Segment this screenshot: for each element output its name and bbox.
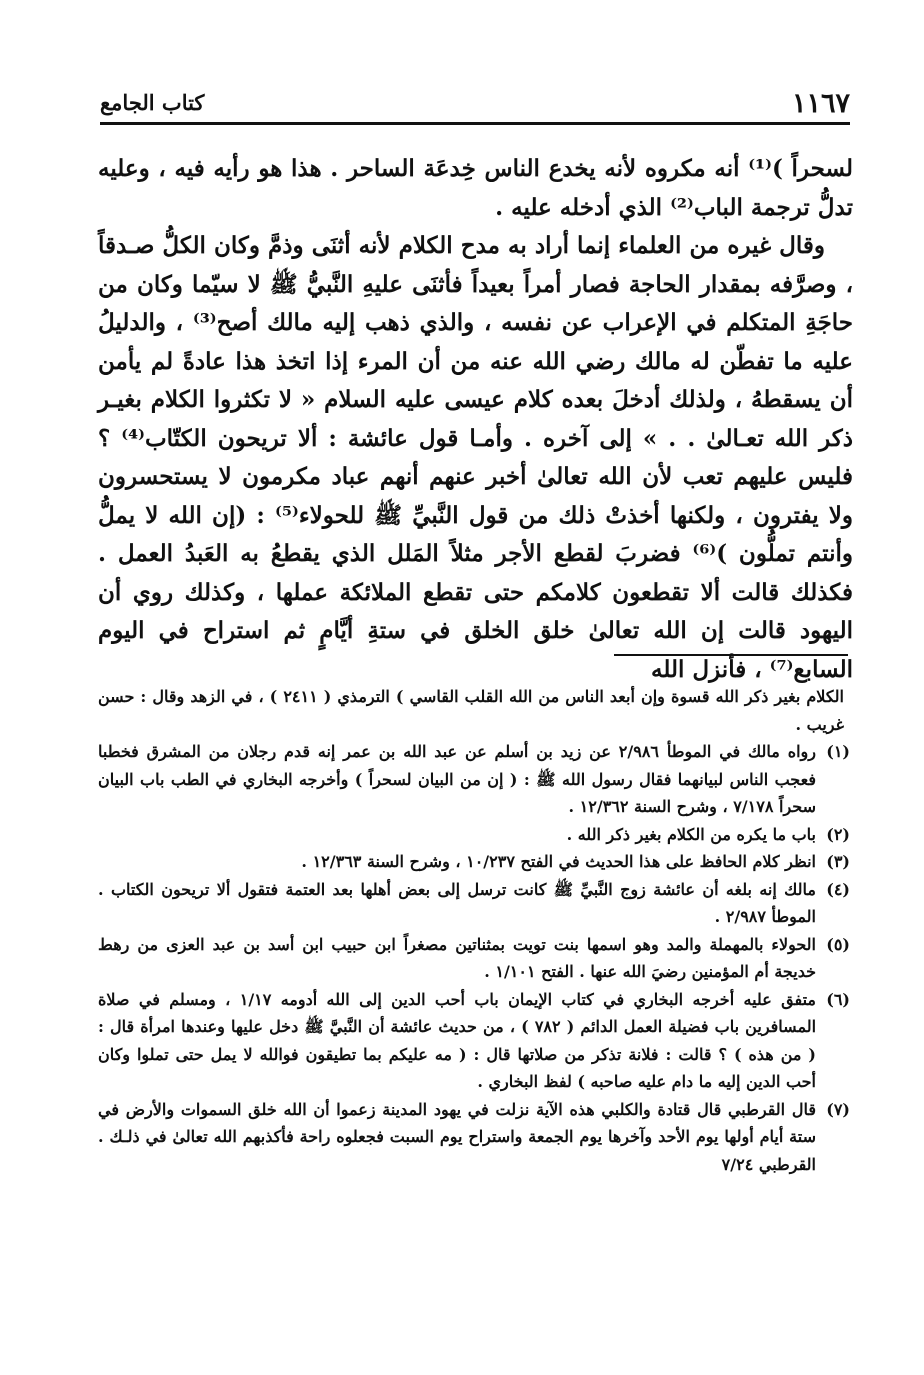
footnote [98,986,850,1096]
footnote-number: (٤) [826,879,850,899]
footnote-number: (٥) [826,934,850,954]
footnote-text: الحولاء بالمهملة والمد وهو اسمها بنت تويت بمثناتين مصغراً ابن حبيب ابن أسد بن عبد العزى من رهط خديجة أم المؤمنين رضيَ الله عنها . الفتح ١/١٠١ . [98,934,816,981]
footnote-separator [614,654,848,656]
footnote-number: (٣) [826,852,850,871]
footnote-text: قال القرطبي قال قتادة والكلبي هذه الآية نزلت في يهود المدينة زعموا أن الله خلق السموات والأرض في ستة أيام أولها يوم الأحد وآخرها يوم الجمعة واستراح يوم السبت فجعلوه راحة فأكذبهم الله تعالىٰ في ذلـك . القرطبي ٧/٢٤ [98,1099,816,1174]
main-paragraph: وقال غيره من العلماء إنما أراد به مدح الكلام لأنه أثنَى وذمَّ وكان الكلُّ صـدقاً ، وصرَّفه بمقدار الحاجة فصار أمراً بعيداً فأثنَى عليهِ النَّبيُّ ﷺ لا سيّما وكان من حاجَةِ المتكلم في الإعراب عن نفسه ، والذي ذهب إليه مالك أصح⁽³⁾ ، والدليلُ عليه ما تفطّن له مالك رضي الله عنه من أن المرء إذا اتخذ هذا عادةً لم يأمن أن يسقطهُ ، ولذلك أدخلَ بعده كلام عيسى عليه السلام « لا تكثروا الكلام بغيـر ذكر الله تعـالىٰ . . » إلى آخره . وأمـا قول عائشة : ألا تريحون الكتّاب⁽⁴⁾ ؟ فليس عليهم تعب لأن الله تعالىٰ أخبر عنهم أنهم عباد مكرمون لا يستحسرون ولا يفترون ، ولكنها أخذتْ ذلك من قول النَّبيِّ ﷺ للحولاء⁽⁵⁾ : (إن الله لا يملُّ وأنتم تملُّون )⁽⁶⁾ فضربَ لقطع الأجر مثلاً المَلل الذي يقطعُ به العَبدُ العمل . فكذلك قالت ألا تقطعون كلامكم حتى تقطع الملائكة عملها ، وكذلك روي أن اليهود قالت إن الله تعالىٰ خلق الخلق في ستةِ أيَّامٍ ثم استراح في اليوم السابع⁽⁷⁾ ، فأنزل الله [98,232,854,683]
footnote-text: رواه مالك في الموطأ ٢/٩٨٦ عن زيد بن أسلم عن عبد الله بن عمر إنه قدم رجلان من المشرق فخطبا فعجب الناس لبيانهما فقال رسول الله ﷺ : ( إن من البيان لسحراً ) وأخرجه البخاري في الطب باب البيان سحراً ٧/١٧٨ ، وشرح السنة ١٢/٣٦٢ . [98,742,817,816]
footnote-text: مالك إنه بلغه أن عائشة زوج النَّبيِّ ﷺ كانت ترسل إلى بعض أهلها بعد العتمة فتقول ألا تريحون الكتاب . الموطأ ٢/٩٨٧ . [98,879,816,926]
main-paragraph: لسحراً )⁽¹⁾ أنه مكروه لأنه يخدع الناس خِدعَة الساحر . هذا هو رأيه فيه ، وعليه تدلُّ ترجمة الباب⁽²⁾ الذي أدخله عليه . [98,155,853,221]
footnote-number: (٢) [826,824,850,844]
footnote [98,931,850,986]
footnote-text: الكلام بغير ذكر الله قسوة وإن أبعد الناس من الله القلب القاسي ) الترمذي ( ٢٤١١ ) ، في الزهد وقال : حسن غريب . [98,687,844,734]
footnote [98,1096,850,1179]
footnote [98,876,850,931]
footnotes [98,683,850,1178]
main-text [98,150,853,689]
page-number: ١١٦٧ [791,88,850,119]
footnote [98,848,850,876]
page-header [100,88,850,125]
footnote [98,738,850,821]
footnote-number: (٦) [826,989,850,1009]
running-title: كتاب الجامع [100,90,205,115]
footnote-number: (٧) [826,1099,850,1119]
footnote-text: انظر كلام الحافظ على هذا الحديث في الفتح ١٠/٢٣٧ ، وشرح السنة ١٢/٣٦٣ . [301,852,816,871]
footnote [98,821,850,849]
footnote-number: (١) [826,742,850,761]
footnote-text: باب ما يكره من الكلام بغير ذكر الله . [566,824,816,844]
footnote-text: متفق عليه أخرجه البخاري في كتاب الإيمان باب أحب الدين إلى الله أدومه ١/١٧ ، ومسلم في صلاة المسافرين باب فضيلة العمل الدائم ( ٧٨٢ ) ، من حديث عائشة أن النَّبيَّ ﷺ دخل عليها وعندها امرأة قال : ( من هذه ) ؟ قالت : فلانة تذكر من صلاتها قال : ( مه عليكم بما تطيقون فوالله لا يمل حتى تملوا وكان أحب الدين إليه ما دام عليه صاحبه ) لفظ البخاري . [98,989,817,1091]
footnote-continuation [98,683,850,738]
